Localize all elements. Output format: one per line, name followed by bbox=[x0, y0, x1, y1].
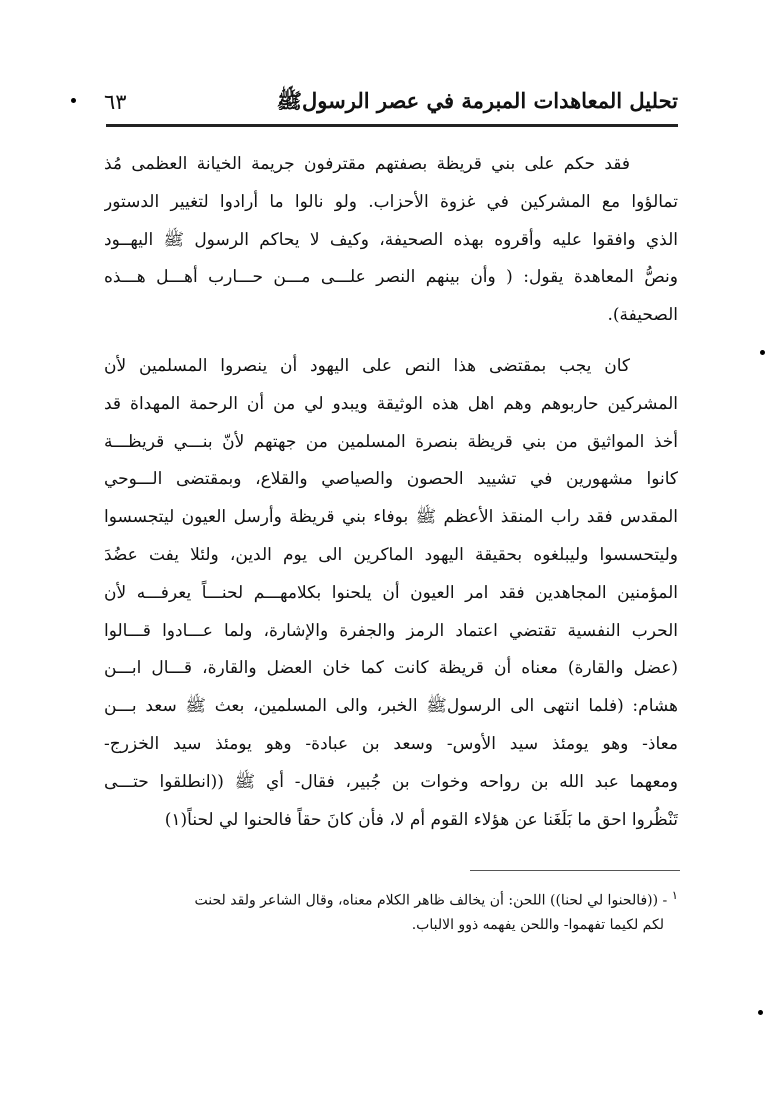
footnote bbox=[155, 880, 678, 940]
text-line: ونصُّ المعاهدة يقول: ( وأن بينهم النصر علـــى مـــن حـــارب أهـــل هـــذه bbox=[104, 267, 678, 288]
footnote-line bbox=[155, 880, 678, 910]
paragraph-gap bbox=[104, 335, 678, 348]
text-line: ومعهما عبد الله بن رواحه وخوات بن جُبير، فقال- أي ﷺ ((انطلقوا حتـــى bbox=[104, 771, 678, 792]
text-line: معاذ- وهو يومئذ سيد الأوس- وسعد بن عبادة- وهو يومئذ سيد الخزرج- bbox=[104, 733, 678, 754]
text-line: المؤمنين المجاهدين فقد امر العيون أن يلحنوا بكلامهـــم لحنـــاً يعرفـــه لأن bbox=[104, 582, 678, 603]
footnote-separator bbox=[470, 870, 680, 871]
footnote-text: - ((فالحنوا لي لحنا)) اللحن: أن يخالف ظاهر الكلام معناه، وقال الشاعر ولقد لحنت bbox=[194, 892, 668, 909]
page-number: ٦٣ bbox=[104, 90, 127, 114]
text-line: المقدس فقد راب المنقذ الأعظم ﷺ بوفاء بني قريظة وأرسل العيون ليتجسسوا bbox=[104, 507, 678, 528]
scan-speck bbox=[71, 98, 76, 103]
text-line: كانوا مشهورين في تشييد الحصون والصياصي والقلاع، وبمقتضى الـــوحي bbox=[104, 469, 678, 490]
text-line: هشام: (فلما انتهى الى الرسولﷺ الخبر، والى المسلمين، بعث ﷺ سعد بـــن bbox=[104, 696, 678, 717]
scan-speck bbox=[760, 350, 765, 355]
running-header bbox=[104, 88, 678, 118]
text-line: أخذ المواثيق من بني قريظة بنصرة المسلمين من جهتهم لأنّ بنـــي قريظـــة bbox=[104, 431, 678, 452]
text-line: وليتحسسوا وليبلغوه بحقيقة اليهود الماكرين الى يوم الدين، ولئلا يفت عضُدَ bbox=[104, 544, 678, 565]
text-line: الذي وافقوا عليه وأقروه بهذه الصحيفة، وكيف لا يحاكم الرسول ﷺ اليهــود bbox=[104, 229, 678, 250]
text-line: كان يجب بمقتضى هذا النص على اليهود أن ينصروا المسلمين لأن bbox=[104, 355, 630, 376]
footnote-marker: ١ bbox=[671, 888, 678, 902]
text-line: الحرب النفسية تقتضي اعتماد الرمز والجفرة والإشارة، ولما عـــادوا قـــالوا bbox=[104, 620, 678, 641]
footnote-line: لكم لكيما تفهموا- واللحن يفهمه ذوو الالباب. bbox=[411, 917, 664, 933]
text-line: (عضل والقارة) معناه أن قريظة كانت كما خان العضل والقارة، قـــال ابـــن bbox=[104, 658, 678, 679]
chapter-title: تحليل المعاهدات المبرمة في عصر الرسولﷺ bbox=[276, 88, 678, 113]
text-line: تَنْظُروا احق ما بَلَغَنا عن هؤلاء القوم أم لا، فأن كانَ حقاً فالحنوا لي لحناً(١) bbox=[164, 809, 678, 830]
body-text bbox=[104, 146, 678, 839]
scan-speck bbox=[758, 1010, 763, 1015]
text-line: فقد حكم على بني قريظة بصفتهم مقترفون جريمة الخيانة العظمى مُذ bbox=[104, 154, 630, 174]
text-line: الصحيفة). bbox=[607, 305, 678, 326]
text-line: تمالؤوا مع المشركين في غزوة الأحزاب. ولو نالوا ما أرادوا لتغيير الدستور bbox=[104, 191, 678, 212]
text-line: المشركين حاربوهم وهم اهل هذه الوثيقة ويبدو لي من أن الرحمة المهداة قد bbox=[104, 393, 678, 414]
header-rule bbox=[106, 124, 678, 127]
